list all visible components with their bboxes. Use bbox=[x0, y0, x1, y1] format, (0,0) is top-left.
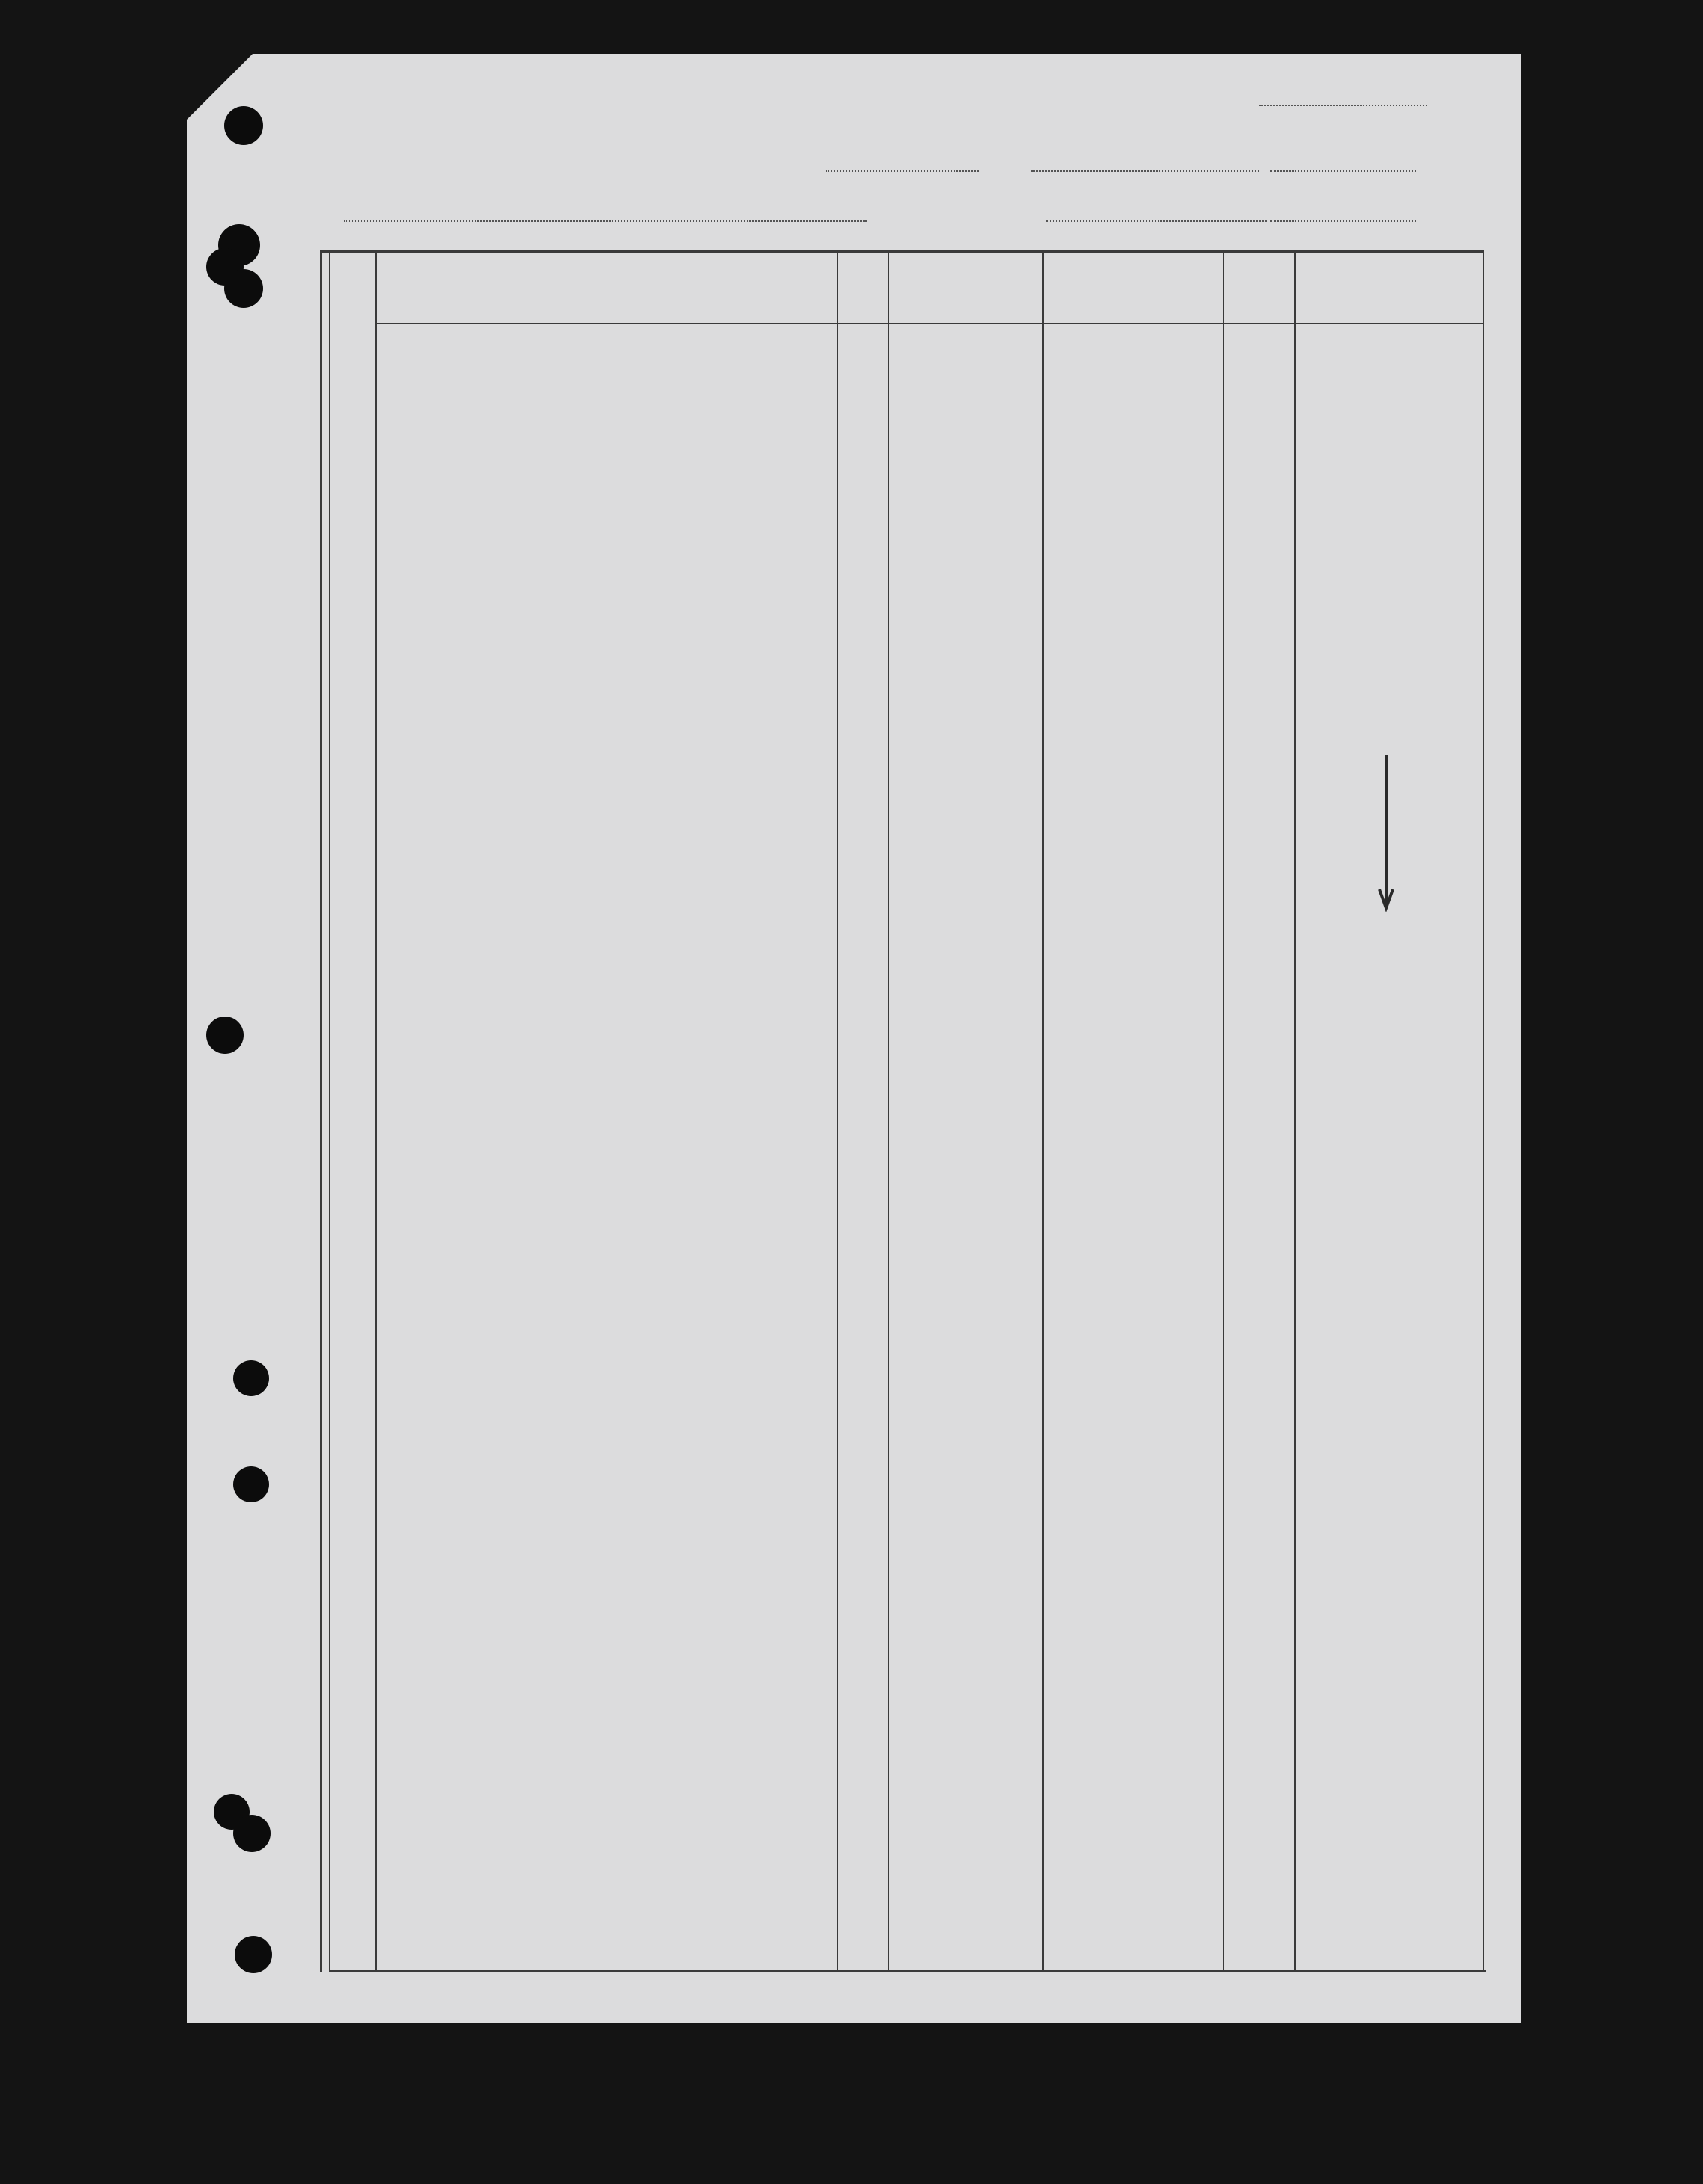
arrival-date-line bbox=[1270, 220, 1416, 222]
table-top-border bbox=[320, 250, 1484, 253]
tax-col-right bbox=[1294, 250, 1296, 1972]
table-right-border bbox=[1483, 250, 1484, 1972]
header-bottom-border bbox=[375, 323, 1484, 324]
manifest-page bbox=[187, 54, 1521, 2023]
doc-col-right bbox=[1042, 250, 1044, 1972]
from-line bbox=[1031, 170, 1259, 172]
baggage-col-right bbox=[1223, 250, 1224, 1972]
binder-hole bbox=[233, 1360, 269, 1396]
binder-hole bbox=[235, 1936, 272, 1973]
binder-hole bbox=[206, 1017, 244, 1054]
class-line bbox=[826, 170, 979, 172]
table-left-inner-border bbox=[329, 250, 330, 1972]
binder-hole bbox=[224, 269, 263, 308]
down-arrow-icon bbox=[1375, 755, 1397, 912]
manifest-no-line bbox=[1259, 105, 1427, 106]
binder-hole bbox=[233, 1466, 269, 1502]
binder-hole bbox=[233, 1815, 271, 1852]
binder-hole bbox=[224, 106, 263, 145]
depart-date-line bbox=[1270, 170, 1416, 172]
table-left-border bbox=[320, 250, 322, 1972]
vessel-line bbox=[344, 220, 867, 222]
married-col-left bbox=[837, 250, 838, 1972]
line-no-divider bbox=[375, 250, 377, 1972]
arrival-port-line bbox=[1046, 220, 1267, 222]
table-bottom-border bbox=[329, 1970, 1486, 1972]
married-col-right bbox=[888, 250, 889, 1972]
